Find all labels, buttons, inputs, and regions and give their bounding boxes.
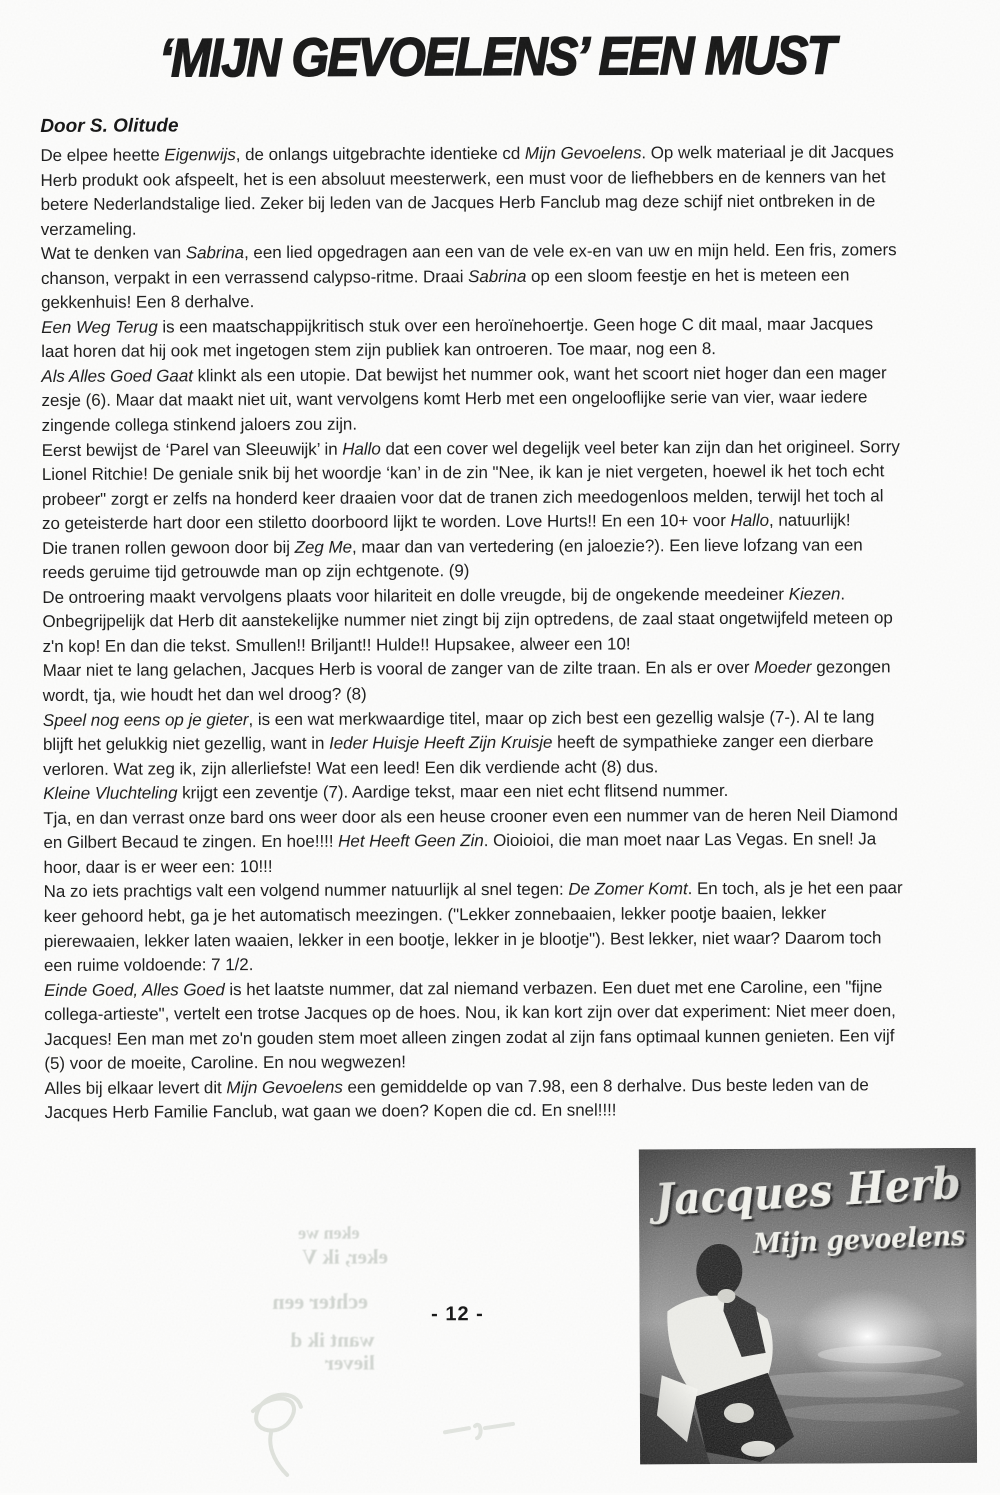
article-paragraph xyxy=(43,803,903,880)
paragraph-text: heeft de sympathieke zanger een dierbare verloren. Wat zeg ik, zijn allerliefste! Wat een leed! Een dik verdiende acht (8) dus. xyxy=(43,731,874,779)
paragraph-text: een gemiddelde op van 7.98, een 8 derhalve. Dus beste leden van de Jacques Herb Familie Fanclub, wat gaan we doen? Kopen die cd. En snel!!!! xyxy=(44,1075,869,1123)
article-paragraph xyxy=(42,582,902,659)
article-paragraph xyxy=(42,435,902,537)
song-title: Sabrina xyxy=(185,243,245,263)
paragraph-text: , is een wat merkwaardige titel, maar op zich best een gezellig walsje (7-). Al te lang blijft het gelukkig niet gezellig, want in xyxy=(42,706,875,755)
article-paragraph xyxy=(43,705,903,782)
bleedthrough-fragment: liever xyxy=(324,1350,375,1375)
article-paragraph xyxy=(41,312,901,365)
song-title: Speel nog eens op je gieter xyxy=(42,709,249,730)
paragraph-text: , de onlangs uitgebrachte identieke cd xyxy=(235,143,525,165)
song-title: Het Heeft Geen Zin xyxy=(338,831,484,852)
song-title: Zeg Me xyxy=(294,537,353,557)
paragraph-text: op een sloom feestje en het is meteen een gekkenhuis! Een 8 derhalve. xyxy=(41,265,850,313)
album-cover xyxy=(639,1148,977,1464)
article-paragraph xyxy=(44,1073,904,1126)
paragraph-text: , natuurlijk! xyxy=(768,510,851,531)
paragraph-text: De ontroering maakt vervolgens plaats voor hilariteit en dolle vreugde, bij de ongekende meedeiner xyxy=(42,584,789,607)
article-paragraph xyxy=(41,361,901,438)
paragraph-text: Maar niet te lang gelachen, Jacques Herb is vooral de zanger van de zilte traan. En als er over xyxy=(42,658,755,681)
doodle-scribble xyxy=(183,1370,544,1492)
paragraph-text: Na zo iets prachtigs valt een volgend nummer natuurlijk al snel tegen: xyxy=(43,880,569,902)
article-paragraph xyxy=(43,778,903,806)
song-title: Kleine Vluchteling xyxy=(43,783,178,804)
paragraph-text: Tja, en dan verrast onze bard ons weer door als een heuse crooner even een nummer van de heren Neil Diamond en Gilbert Becaud te zingen. En hoe!!!! xyxy=(43,805,898,853)
paragraph-text: . Onbegrijpelijk dat Herb dit aanstekelijke nummer niet zingt bij zijn optredens, de zaal staat ongetwijfeld meteen op z'n kop! En dan die tekst. Smullen!! Briljant!! Hulde!! Hupsakee, alweer een 10! xyxy=(42,584,893,656)
paragraph-text: Alles bij elkaar levert dit xyxy=(44,1077,227,1098)
page-number: - 12 - xyxy=(431,1303,484,1326)
song-title: De Zomer Komt xyxy=(568,879,688,900)
bleedthrough-fragment: want ik d xyxy=(290,1327,375,1352)
song-title: Eigenwijs xyxy=(164,145,236,165)
paragraph-text: Wat te denken van xyxy=(40,243,186,264)
article-paragraph xyxy=(44,975,904,1077)
album-cover-photo xyxy=(639,1148,977,1464)
paragraph-text: . En toch, als je het een paar keer gehoord hebt, ga je het automatisch meezingen. ("Lekker zonnebaaien, lekker pootje baaien, lekker pierewaaien, lekker laten waaien, lekker in een bootje, lekker in je blootje"). Best lekker, niet waar? Daarom toch een ruime voldoende: 7 1/2. xyxy=(43,878,903,976)
article-byline: Door S. Olitude xyxy=(40,115,179,137)
article-paragraph xyxy=(42,533,902,586)
paragraph-text: krijgt een zeventje (7). Aardige tekst, maar een niet echt flitsend nummer. xyxy=(177,781,729,803)
song-title: Als Alles Goed Gaat xyxy=(41,366,193,386)
paragraph-text: Eerst bewijst de ‘Parel van Sleeuwijk’ in xyxy=(41,439,343,460)
article-body xyxy=(40,140,904,1126)
article-paragraph xyxy=(41,238,901,315)
paragraph-text: gezongen wordt, tja, wie houdt het dan wel droog? (8) xyxy=(42,657,891,706)
paragraph-text: Die tranen rollen gewoon door bij xyxy=(42,537,295,558)
paragraph-text: is een maatschappijkritisch stuk over een heroïnehoertje. Geen hoge C dit maal, maar Jacques laat horen dat hij ook met ingetogen stem zijn publiek kan ontroeren. Toe maar, nog een 8. xyxy=(41,314,874,362)
paragraph-text: dat een cover wel degelijk veel beter kan zijn dan het origineel. Sorry Lionel Ritchie! De geniale snik bij het woordje ‘kan’ in de zin "Nee, ik kan je niet vergeten, hoewel ik het toch echt probeer" zorgt er zelfs na honderd keer draaien voor dat de tranen zich meedogenloos melden, terwijl het toch al zo geteisterde hart door een stiletto doorboord lijkt te worden. Love Hurts!! En een 10+ voor xyxy=(41,436,900,534)
bleedthrough-fragment: eker, ik V xyxy=(302,1244,389,1269)
page-title: ‘MIJN GEVOELENS’ EEN MUST xyxy=(159,26,835,89)
paragraph-text: . Oioioioi, die man moet naar Las Vegas. En snel! Ja hoor, daar is er weer een: 10!!! xyxy=(43,829,877,877)
paragraph-text: is het laatste nummer, dat zal niemand verbazen. Een duet met ene Caroline, een "fijne collega-artieste", vertelt een trotse Jacques op de hoes. Nou, ik kan kort zijn over dat experiment: Niet meer doen, Jacques! Een man met zo'n gouden stem moet alleen zingen zodat al zijn fans optimaal kunnen genieten. Een vijf (5) voor de moeite, Caroline. En nou wegwezen! xyxy=(44,976,896,1074)
bleedthrough-fragment: eken we xyxy=(298,1222,360,1243)
paragraph-text: klinkt als een utopie. Dat bewijst het nummer ook, want het scoort niet hoger dan een mager zesje (6). Maar dat maakt niet uit, want vervolgens komt Herb met een ongelooflijke serie van vier, waar iedere zingende collega stinkend jaloers zou zijn. xyxy=(41,363,887,436)
paragraph-text: De elpee heette xyxy=(40,145,165,165)
paragraph-text: , maar dan van vertedering (en jaloezie?). Een lieve lofzang van een reeds geruime tijd getrouwde man op zijn echtgenote. (9) xyxy=(42,535,863,583)
bleedthrough-fragment: echter een xyxy=(272,1288,368,1314)
song-title: Hallo xyxy=(342,439,381,459)
paragraph-text: . Op welk materiaal je dit Jacques Herb produkt ook afspeelt, het is een absoluut meesterwerk, een must voor de liefhebbers en de kenners van het betere Nederlandstalige lied. Zeker bij leden van de Jacques Herb Fanclub mag deze schijf niet ontbreken in de verzameling. xyxy=(40,142,894,239)
song-title: Ieder Huisje Heeft Zijn Kruisje xyxy=(329,732,553,753)
song-title: Einde Goed, Alles Goed xyxy=(44,979,225,1000)
song-title: Kiezen xyxy=(788,584,841,604)
article-paragraph xyxy=(43,656,903,709)
article-paragraph xyxy=(40,140,900,242)
song-title: Moeder xyxy=(754,658,812,678)
song-title: Hallo xyxy=(730,511,770,531)
song-title: Sabrina xyxy=(468,266,527,286)
song-title: Mijn Gevoelens xyxy=(524,143,642,163)
song-title: Een Weg Terug xyxy=(41,317,158,337)
article-paragraph xyxy=(44,877,904,979)
song-title: Mijn Gevoelens xyxy=(226,1077,343,1097)
paragraph-text: , een lied opgedragen aan een van de vele ex-en van uw en mijn held. Een fris, zomers chanson, verpakt in een verrassend calypso-ritme. Draai xyxy=(40,240,897,288)
